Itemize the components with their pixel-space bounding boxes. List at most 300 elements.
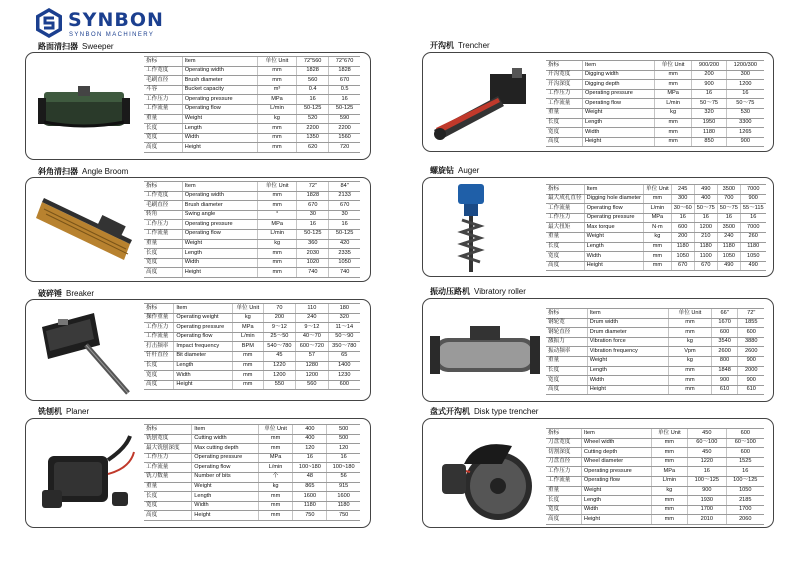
vibratory-roller-spec-table <box>546 308 764 395</box>
spec-value: 915 <box>327 482 360 492</box>
spec-label-en: Length <box>192 492 258 502</box>
spec-value: 2133 <box>329 191 360 201</box>
table-row <box>546 213 766 223</box>
spec-label-zh: 最大成孔直径 <box>546 194 584 204</box>
table-header-row <box>144 57 360 67</box>
spec-label-en: Drum diameter <box>587 328 668 338</box>
planer-photo <box>38 430 138 518</box>
spec-label-en: Cutting depth <box>581 448 651 458</box>
spec-value: 60～100 <box>688 438 727 448</box>
spec-value: 600 <box>726 448 764 458</box>
spec-label-zh: 工作宽度 <box>144 191 182 201</box>
spec-unit: mm <box>654 118 692 128</box>
table-row <box>144 501 360 511</box>
spec-value: 3880 <box>738 337 764 347</box>
spec-value: 72" <box>297 182 329 192</box>
spec-value: 865 <box>293 482 327 492</box>
spec-label-zh: 长度 <box>144 492 192 502</box>
spec-label-zh: 指标 <box>546 61 583 71</box>
spec-label-zh: 宽度 <box>546 252 584 262</box>
spec-label-zh: 毛刷直径 <box>144 76 182 86</box>
spec-value: 540～780 <box>263 342 295 352</box>
spec-value: 900 <box>738 376 764 386</box>
spec-label-en: Bit diameter <box>174 351 233 361</box>
spec-value: 100～125 <box>688 476 727 486</box>
sweeper-photo <box>34 82 134 132</box>
spec-unit: MPa <box>257 220 296 230</box>
spec-unit: mm <box>257 76 296 86</box>
spec-value: 16 <box>692 89 726 99</box>
table-row <box>546 476 764 486</box>
spec-value: 560 <box>297 76 329 86</box>
table-header-row <box>546 61 764 71</box>
spec-label-zh: 重量 <box>546 486 581 496</box>
spec-label-zh: 打击频率 <box>144 342 174 352</box>
spec-value: 400 <box>694 194 717 204</box>
spec-value: 2200 <box>297 124 329 134</box>
spec-value: 110 <box>296 304 328 314</box>
table-row <box>546 204 766 214</box>
spec-value: 66" <box>711 309 738 319</box>
spec-label-en: Operating pressure <box>174 323 233 333</box>
table-row <box>546 457 764 467</box>
spec-value: 65 <box>328 351 360 361</box>
angle-broom-spec-table <box>144 181 360 278</box>
spec-label-en: Length <box>182 249 257 259</box>
spec-value: 260 <box>740 232 765 242</box>
spec-unit: 单位 Unit <box>257 182 296 192</box>
spec-value: 16 <box>329 95 360 105</box>
spec-label-en: Length <box>584 242 643 252</box>
spec-value: 1265 <box>726 128 764 138</box>
spec-label-zh: 最大扭矩 <box>546 223 584 233</box>
table-row <box>546 108 764 118</box>
table-row <box>144 220 360 230</box>
spec-value: 16 <box>717 213 740 223</box>
spec-value: 600～720 <box>296 342 328 352</box>
spec-label-en: Item <box>584 185 643 195</box>
spec-value: 740 <box>297 268 329 278</box>
table-row <box>144 104 360 114</box>
spec-value: 1200/300 <box>726 61 764 71</box>
spec-unit: kg <box>644 232 672 242</box>
table-row <box>144 76 360 86</box>
spec-value: 11～14 <box>328 323 360 333</box>
spec-value: 240 <box>296 313 328 323</box>
spec-label-en: Operating flow <box>174 332 233 342</box>
spec-unit: mm <box>232 351 263 361</box>
spec-label-en: Operating flow <box>584 204 643 214</box>
spec-unit: mm <box>669 385 711 395</box>
spec-unit: mm <box>654 137 692 147</box>
spec-value: 50～75 <box>717 204 740 214</box>
spec-label-en: Item <box>581 429 651 439</box>
spec-label-zh: 工作压力 <box>546 89 583 99</box>
spec-value: 1848 <box>711 366 738 376</box>
spec-value: 2185 <box>726 496 764 506</box>
spec-value: 560 <box>296 380 328 390</box>
spec-label-en: Operating flow <box>182 229 257 239</box>
spec-label-en: Height <box>174 380 233 390</box>
section-title: 破碎锤 Breaker <box>38 289 95 298</box>
spec-value: 500 <box>327 434 360 444</box>
spec-value: 670 <box>694 261 717 271</box>
spec-unit: mm <box>257 66 296 76</box>
spec-label-en: Width <box>583 128 655 138</box>
spec-value: 7000 <box>740 223 765 233</box>
spec-label-zh: 钢轮宽 <box>546 318 587 328</box>
sweeper-spec-table <box>144 56 360 153</box>
spec-value: 1700 <box>726 505 764 515</box>
spec-label-en: Length <box>583 118 655 128</box>
spec-value: 210 <box>694 232 717 242</box>
section-title: 振动压路机 Vibratory roller <box>430 287 526 296</box>
spec-value: 1050 <box>726 486 764 496</box>
spec-value: 610 <box>711 385 738 395</box>
spec-label-zh: 高度 <box>546 385 587 395</box>
spec-value: 16 <box>726 89 764 99</box>
spec-label-en: Height <box>192 511 258 521</box>
spec-label-zh: 工作压力 <box>144 453 192 463</box>
spec-value: 2335 <box>329 249 360 259</box>
spec-value: 60～100 <box>726 438 764 448</box>
spec-unit: mm <box>651 496 687 506</box>
table-header-row <box>546 309 764 319</box>
section-title: 路面清扫器 Sweeper <box>38 42 114 51</box>
spec-unit: mm <box>651 448 687 458</box>
spec-value: 200 <box>263 313 295 323</box>
spec-label-zh: 操作重量 <box>144 313 174 323</box>
spec-label-en: Operating flow <box>583 99 655 109</box>
spec-label-en: Item <box>182 182 257 192</box>
spec-value: 1180 <box>717 242 740 252</box>
spec-value: 600 <box>726 429 764 439</box>
spec-label-en: Weight <box>584 232 643 242</box>
spec-value: 3500 <box>717 223 740 233</box>
table-row <box>144 201 360 211</box>
spec-label-zh: 工作流量 <box>144 332 174 342</box>
spec-label-zh: 高度 <box>546 261 584 271</box>
spec-unit: MPa <box>654 89 692 99</box>
spec-label-zh: 指标 <box>546 429 581 439</box>
spec-label-en: Swing angle <box>182 210 257 220</box>
spec-value: 2200 <box>329 124 360 134</box>
spec-label-en: Weight <box>581 486 651 496</box>
spec-label-en: Height <box>182 268 257 278</box>
spec-value: 900 <box>738 356 764 366</box>
spec-label-en: Operating pressure <box>182 220 257 230</box>
table-row <box>144 323 360 333</box>
spec-value: 30～60 <box>671 204 694 214</box>
table-row <box>546 118 764 128</box>
spec-label-en: Operating pressure <box>583 89 655 99</box>
table-row <box>546 194 766 204</box>
spec-label-zh: 长度 <box>546 118 583 128</box>
spec-label-zh: 工作压力 <box>546 213 584 223</box>
spec-unit: mm <box>232 371 263 381</box>
spec-label-zh: 指标 <box>144 304 174 314</box>
table-row <box>144 249 360 259</box>
spec-label-zh: 刀盘宽度 <box>546 438 581 448</box>
spec-unit: L/min <box>258 463 293 473</box>
spec-value: 16 <box>297 220 329 230</box>
spec-value: 1200 <box>296 371 328 381</box>
spec-unit: mm <box>257 143 296 153</box>
spec-value: 1930 <box>688 496 727 506</box>
spec-value: 16 <box>327 453 360 463</box>
spec-value: 1400 <box>328 361 360 371</box>
spec-value: 1180 <box>692 128 726 138</box>
spec-value: 1180 <box>327 501 360 511</box>
table-row <box>144 463 360 473</box>
table-header-row <box>546 185 766 195</box>
spec-label-zh: 刀盘直径 <box>546 457 581 467</box>
spec-value: 50～75 <box>692 99 726 109</box>
spec-value: 490 <box>717 261 740 271</box>
spec-value: 500 <box>327 425 360 435</box>
spec-value: 450 <box>688 448 727 458</box>
table-row <box>546 232 766 242</box>
spec-unit: L/min <box>232 332 263 342</box>
spec-label-en: Operating flow <box>182 104 257 114</box>
spec-value: 72"670 <box>329 57 360 67</box>
spec-unit: mm <box>644 194 672 204</box>
spec-label-zh: 激振力 <box>546 337 587 347</box>
spec-label-zh: 宽度 <box>144 133 182 143</box>
spec-value: 2600 <box>738 347 764 357</box>
spec-value: 30 <box>329 210 360 220</box>
spec-value: 16 <box>688 467 727 477</box>
table-row <box>144 492 360 502</box>
spec-label-en: Height <box>587 385 668 395</box>
spec-label-zh: 宽度 <box>546 376 587 386</box>
table-row <box>144 124 360 134</box>
spec-label-zh: 工作宽度 <box>144 66 182 76</box>
spec-value: 72" <box>738 309 764 319</box>
spec-label-en: Item <box>587 309 668 319</box>
spec-unit: mm <box>644 242 672 252</box>
spec-unit: mm <box>651 438 687 448</box>
spec-label-zh: 振动频率 <box>546 347 587 357</box>
spec-value: 1100 <box>694 252 717 262</box>
spec-unit: mm <box>257 191 296 201</box>
spec-label-zh: 宽度 <box>144 258 182 268</box>
spec-label-zh: 工作压力 <box>144 323 174 333</box>
spec-label-zh: 指标 <box>546 185 584 195</box>
spec-unit: 单位 Unit <box>669 309 711 319</box>
spec-label-zh: 铣刨宽度 <box>144 434 192 444</box>
table-header-row <box>144 182 360 192</box>
spec-value: 1220 <box>263 361 295 371</box>
table-row <box>546 128 764 138</box>
spec-value: 50-125 <box>329 229 360 239</box>
table-row <box>546 385 764 395</box>
table-row <box>546 467 764 477</box>
spec-label-en: Digging width <box>583 70 655 80</box>
spec-value: 900 <box>688 486 727 496</box>
spec-label-en: Operating width <box>182 191 257 201</box>
spec-label-en: Width <box>581 505 651 515</box>
spec-value: 100~180 <box>293 463 327 473</box>
section-title: 开沟机 Trencher <box>430 41 490 50</box>
spec-value: 50～75 <box>726 99 764 109</box>
spec-unit: mm <box>258 501 293 511</box>
spec-value: 590 <box>329 114 360 124</box>
spec-label-en: Weight <box>182 114 257 124</box>
spec-unit: kg <box>654 108 692 118</box>
spec-unit: L/min <box>651 476 687 486</box>
spec-label-zh: 长度 <box>144 361 174 371</box>
spec-unit: kg <box>232 313 263 323</box>
spec-unit: mm <box>669 376 711 386</box>
spec-value: 750 <box>327 511 360 521</box>
spec-value: 350～780 <box>328 342 360 352</box>
spec-label-en: Width <box>584 252 643 262</box>
spec-value: 16 <box>740 213 765 223</box>
section-title: 斜角清扫器 Angle Broom <box>38 167 129 176</box>
spec-label-zh: 高度 <box>144 511 192 521</box>
spec-value: 530 <box>726 108 764 118</box>
spec-label-en: Item <box>182 57 257 67</box>
spec-value: 30 <box>297 210 329 220</box>
spec-unit: mm <box>257 133 296 143</box>
spec-label-en: Item <box>174 304 233 314</box>
spec-label-zh: 宽度 <box>144 501 192 511</box>
table-row <box>546 505 764 515</box>
spec-unit: mm <box>644 252 672 262</box>
spec-unit: mm <box>654 128 692 138</box>
spec-label-zh: 开沟宽度 <box>546 70 583 80</box>
spec-unit: L/min <box>257 104 296 114</box>
angle-broom-photo <box>32 192 140 272</box>
spec-unit: mm <box>258 511 293 521</box>
table-row <box>144 191 360 201</box>
spec-value: 800 <box>711 356 738 366</box>
spec-value: 40～70 <box>296 332 328 342</box>
table-row <box>144 210 360 220</box>
spec-value: 0.5 <box>329 85 360 95</box>
spec-label-zh: 长度 <box>144 124 182 134</box>
spec-value: 360 <box>297 239 329 249</box>
spec-value: 1200 <box>726 80 764 90</box>
spec-unit: kg <box>651 486 687 496</box>
spec-value: 750 <box>293 511 327 521</box>
spec-unit: mm <box>257 268 296 278</box>
spec-label-en: Brush diameter <box>182 201 257 211</box>
table-row <box>546 70 764 80</box>
spec-unit: kg <box>669 337 711 347</box>
spec-label-en: Vibration force <box>587 337 668 347</box>
spec-label-en: Operating flow <box>192 463 258 473</box>
spec-unit: mm <box>257 124 296 134</box>
spec-label-zh: 铣刀数量 <box>144 472 192 482</box>
spec-value: 670 <box>297 201 329 211</box>
spec-label-en: Operating pressure <box>182 95 257 105</box>
spec-value: 1020 <box>297 258 329 268</box>
spec-value: 300 <box>671 194 694 204</box>
spec-value: 1050 <box>329 258 360 268</box>
spec-value: 180 <box>328 304 360 314</box>
spec-label-zh: 长度 <box>144 249 182 259</box>
spec-value: 400 <box>293 434 327 444</box>
spec-value: 2600 <box>711 347 738 357</box>
spec-value: 520 <box>297 114 329 124</box>
spec-label-zh: 重量 <box>144 482 192 492</box>
spec-value: 120 <box>327 444 360 454</box>
spec-value: 9～12 <box>296 323 328 333</box>
table-row <box>144 342 360 352</box>
spec-label-en: Width <box>192 501 258 511</box>
spec-value: 1180 <box>694 242 717 252</box>
spec-value: 600 <box>328 380 360 390</box>
table-row <box>144 472 360 482</box>
spec-value: 1600 <box>293 492 327 502</box>
spec-value: 700 <box>717 194 740 204</box>
table-row <box>546 438 764 448</box>
spec-unit: mm <box>644 261 672 271</box>
table-row <box>546 496 764 506</box>
spec-label-zh: 工作流量 <box>546 99 583 109</box>
spec-value: 1180 <box>671 242 694 252</box>
spec-label-en: Width <box>587 376 668 386</box>
spec-label-zh: 工作流量 <box>546 476 581 486</box>
spec-value: 670 <box>329 76 360 86</box>
spec-value: 3500 <box>717 185 740 195</box>
spec-value: 900/200 <box>692 61 726 71</box>
table-row <box>144 482 360 492</box>
spec-value: 200 <box>671 232 694 242</box>
spec-unit: mm <box>651 515 687 525</box>
spec-label-zh: 钢轮直径 <box>546 328 587 338</box>
spec-unit: kg <box>257 239 296 249</box>
spec-value: 7000 <box>740 185 765 195</box>
spec-label-en: Bucket capacity <box>182 85 257 95</box>
table-row <box>144 133 360 143</box>
spec-label-zh: 工作流量 <box>144 463 192 473</box>
spec-unit: mm <box>257 249 296 259</box>
spec-value: 16 <box>726 467 764 477</box>
spec-value: 1180 <box>740 242 765 252</box>
spec-value: 245 <box>671 185 694 195</box>
spec-label-en: Digging depth <box>583 80 655 90</box>
spec-label-en: Operating weight <box>174 313 233 323</box>
spec-unit: 单位 Unit <box>257 57 296 67</box>
spec-unit: MPa <box>651 467 687 477</box>
spec-value: 0.4 <box>297 85 329 95</box>
table-row <box>546 366 764 376</box>
spec-label-en: Item <box>192 425 258 435</box>
spec-label-zh: 最大铣刨深度 <box>144 444 192 454</box>
spec-label-zh: 高度 <box>144 143 182 153</box>
spec-label-zh: 宽度 <box>546 128 583 138</box>
planer-spec-table <box>144 424 360 521</box>
spec-value: 16 <box>694 213 717 223</box>
spec-value: 57 <box>296 351 328 361</box>
spec-label-en: Height <box>581 515 651 525</box>
table-header-row <box>144 425 360 435</box>
spec-value: 120 <box>293 444 327 454</box>
spec-value: 100～125 <box>726 476 764 486</box>
table-row <box>546 242 766 252</box>
spec-label-en: Weight <box>182 239 257 249</box>
spec-value: 720 <box>329 143 360 153</box>
spec-unit: mm <box>257 258 296 268</box>
spec-value: 600 <box>738 328 764 338</box>
spec-value: 420 <box>329 239 360 249</box>
spec-unit: 单位 Unit <box>644 185 672 195</box>
spec-label-en: Length <box>581 496 651 506</box>
spec-label-zh: 钎杆直径 <box>144 351 174 361</box>
